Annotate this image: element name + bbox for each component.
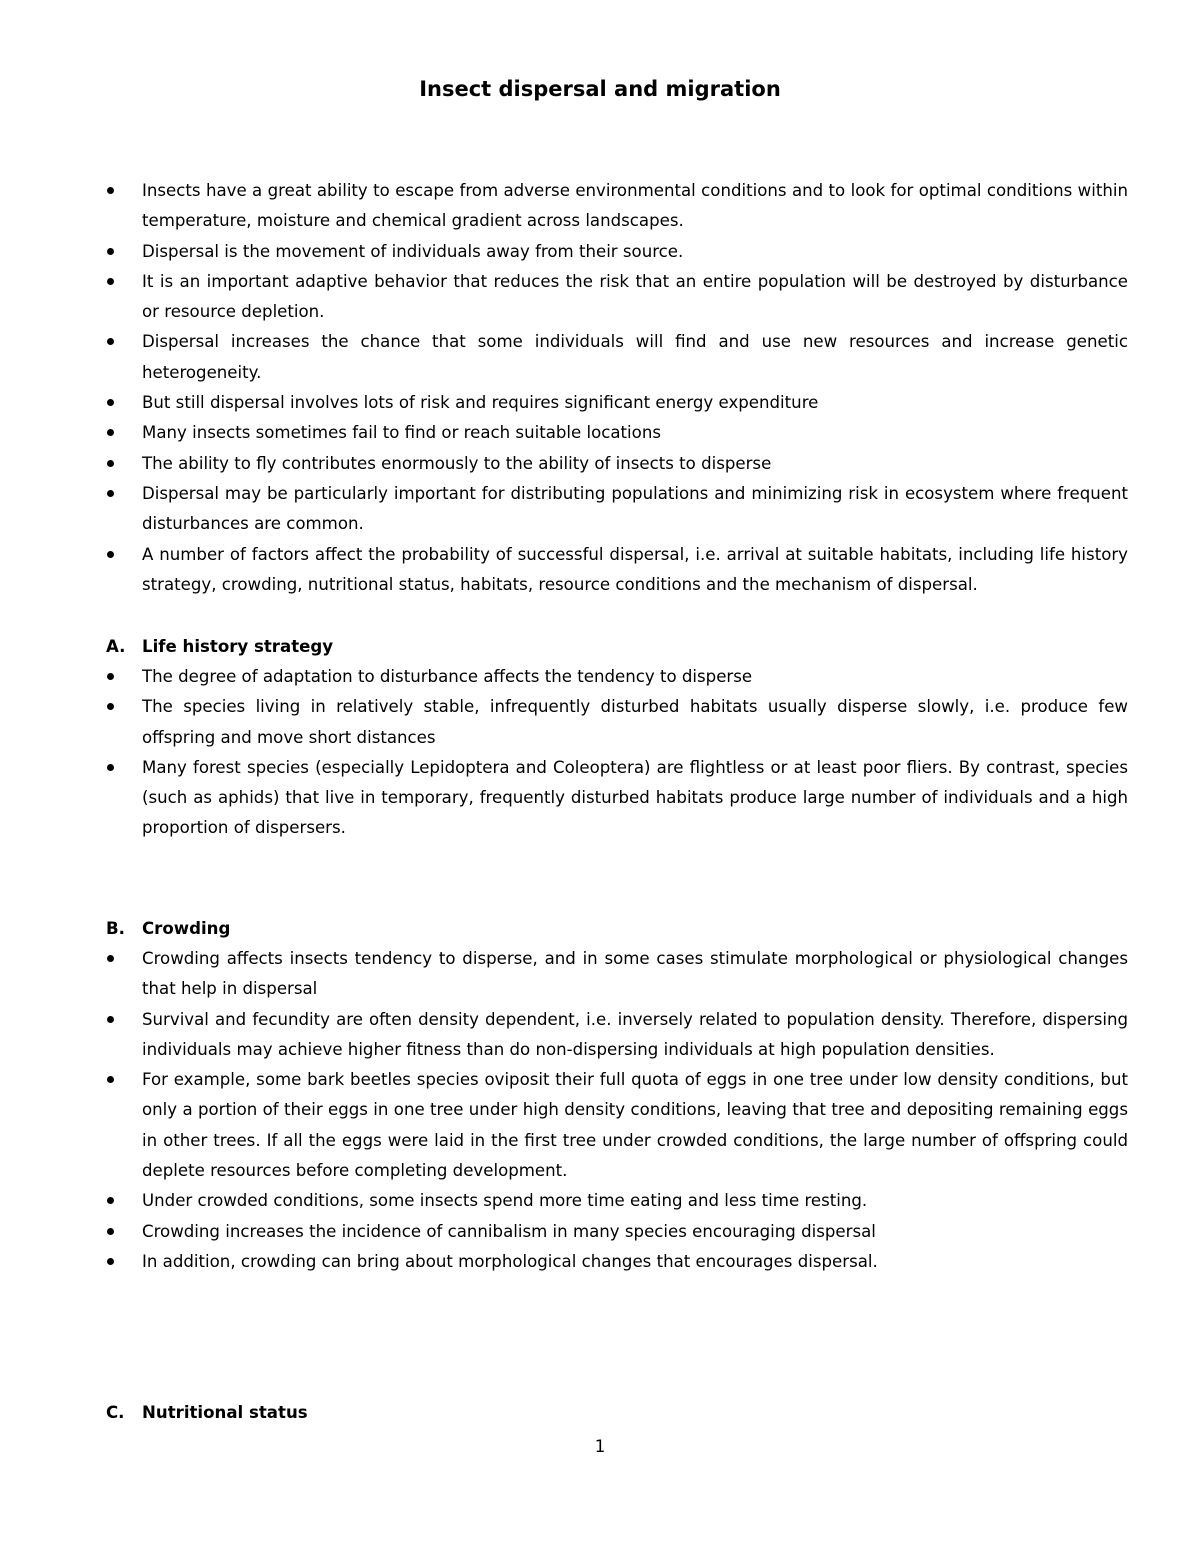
- list-item: [106, 753, 1128, 844]
- section-marker: B.: [106, 919, 125, 938]
- section-heading-text: Life history strategy: [142, 637, 334, 656]
- list-item: [106, 388, 1128, 418]
- list-item-text: Many insects sometimes fail to find or reach suitable locations: [142, 423, 661, 443]
- list-item-text: Dispersal may be particularly important for distributing populations and minimizing risk in ecosystem where frequent disturbances are common.: [142, 483, 1128, 534]
- list-item: [106, 479, 1128, 540]
- list-item: [106, 1247, 1128, 1277]
- list-item-text: Dispersal is the movement of individuals away from their source.: [142, 241, 684, 261]
- intro-bullet-list: [106, 176, 1128, 600]
- list-item-text: In addition, crowding can bring about morphological changes that encourages dispersal.: [142, 1251, 878, 1271]
- list-item-text: It is an important adaptive behavior that reduces the risk that an entire population will be destroyed by disturbance or resource depletion.: [142, 271, 1128, 322]
- list-item-text: But still dispersal involves lots of risk and requires significant energy expenditure: [142, 393, 819, 413]
- life-history-bullet-list: [106, 662, 1128, 844]
- list-item: [106, 944, 1128, 1005]
- list-item: [106, 176, 1128, 237]
- list-item: [106, 1065, 1128, 1186]
- list-item: [106, 327, 1128, 388]
- list-item: [106, 540, 1128, 601]
- list-item-text: The species living in relatively stable, infrequently disturbed habitats usually disperse slowly, i.e. produce few offspring and move short distances: [142, 697, 1128, 747]
- list-item-text: Many forest species (especially Lepidoptera and Coleoptera) are flightless or at least poor fliers. By contrast, species (such as aphids) that live in temporary, frequently disturbed habitats produce large number of individuals and a high proportion of dispersers.: [142, 757, 1128, 838]
- list-item: [106, 418, 1128, 448]
- list-item-text: Survival and fecundity are often density dependent, i.e. inversely related to population density. Therefore, dispersing individuals may achieve higher fitness than do non-dispersing individuals at high population densities.: [142, 1009, 1128, 1059]
- list-item: [106, 1217, 1128, 1247]
- list-item: [106, 1005, 1128, 1066]
- section-marker: A.: [106, 637, 126, 656]
- list-item: [106, 662, 1128, 692]
- section-marker: C.: [106, 1403, 125, 1422]
- list-item-text: For example, some bark beetles species oviposit their full quota of eggs in one tree under low density conditions, but only a portion of their eggs in one tree under high density conditions, leaving that tree and depositing remaining eggs in other trees. If all the eggs were laid in the first tree under crowded conditions, the large number of offspring could deplete resources before completing development.: [142, 1070, 1128, 1181]
- list-item-text: Crowding affects insects tendency to disperse, and in some cases stimulate morphological or physiological changes that help in dispersal: [142, 949, 1128, 999]
- list-item: [106, 267, 1128, 328]
- list-item-text: Crowding increases the incidence of cannibalism in many species encouraging dispersal: [142, 1221, 876, 1241]
- section-heading-crowding: [106, 914, 1128, 944]
- list-item: [106, 449, 1128, 479]
- list-item: [106, 1186, 1128, 1216]
- document-title: Insect dispersal and migration: [419, 77, 781, 101]
- section-heading-text: Nutritional status: [142, 1403, 308, 1422]
- list-item: [106, 237, 1128, 267]
- page-number: 1: [594, 1437, 606, 1456]
- list-item: [106, 692, 1128, 753]
- list-item-text: Insects have a great ability to escape from adverse environmental conditions and to look for optimal conditions within temperature, moisture and chemical gradient across landscapes.: [142, 181, 1128, 231]
- crowding-bullet-list: [106, 944, 1128, 1277]
- list-item-text: A number of factors affect the probability of successful dispersal, i.e. arrival at suitable habitats, including life history strategy, crowding, nutritional status, habitats, resource conditions and the mechanism of dispersal.: [142, 544, 1128, 594]
- section-heading-text: Crowding: [142, 919, 231, 938]
- list-item-text: Dispersal increases the chance that some individuals will find and use new resources and increase genetic heterogeneity.: [142, 332, 1128, 382]
- list-item-text: Under crowded conditions, some insects spend more time eating and less time resting.: [142, 1191, 868, 1211]
- list-item-text: The degree of adaptation to disturbance affects the tendency to disperse: [142, 667, 753, 686]
- section-heading-nutritional-status: [106, 1398, 1128, 1428]
- list-item-text: The ability to fly contributes enormously to the ability of insects to disperse: [142, 453, 772, 473]
- section-heading-life-history-strategy: [106, 632, 1128, 662]
